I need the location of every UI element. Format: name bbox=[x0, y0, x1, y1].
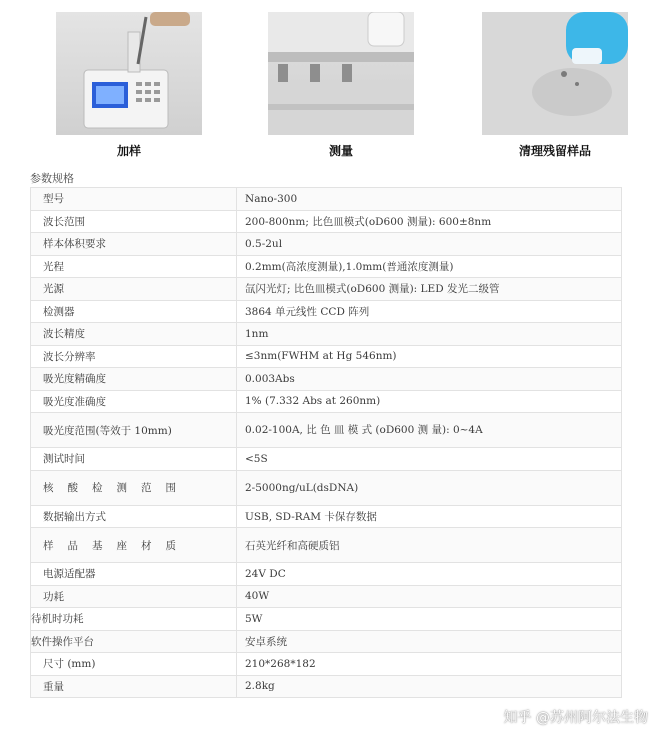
spec-value: <5S bbox=[237, 448, 622, 471]
table-row bbox=[31, 255, 622, 278]
spec-key: 吸光度精确度 bbox=[31, 368, 237, 391]
spec-key: 波长精度 bbox=[31, 323, 237, 346]
spec-value: 0.003Abs bbox=[237, 368, 622, 391]
table-row bbox=[31, 278, 622, 301]
spec-key: 测试时间 bbox=[31, 448, 237, 471]
spec-value: 200-800nm; 比色皿模式(oD600 测量): 600±8nm bbox=[237, 210, 622, 233]
spec-value: USB, SD-RAM 卡保存数据 bbox=[237, 505, 622, 528]
table-row bbox=[31, 608, 622, 631]
spec-key: 尺寸 (mm) bbox=[31, 653, 237, 676]
caption-measure: 测量 bbox=[328, 144, 353, 158]
section-title: 参数规格 bbox=[30, 172, 74, 185]
spec-key: 样本体积要求 bbox=[31, 233, 237, 256]
caption-clean-residue: 清理残留样品 bbox=[518, 144, 591, 158]
spec-value: 1nm bbox=[237, 323, 622, 346]
product-photos bbox=[0, 12, 666, 162]
spec-value: 0.02-100A, 比 色 皿 模 式 (oD600 测 量): 0~4A bbox=[237, 413, 622, 448]
spec-key: 数据输出方式 bbox=[31, 505, 237, 528]
spec-key: 型号 bbox=[31, 188, 237, 211]
photo-add-sample bbox=[56, 12, 202, 135]
table-row bbox=[31, 448, 622, 471]
table-row bbox=[31, 563, 622, 586]
table-row bbox=[31, 528, 622, 563]
watermark: 知乎 @苏州阿尔法生物 bbox=[503, 710, 648, 726]
table-row bbox=[31, 345, 622, 368]
table-row bbox=[31, 188, 622, 211]
spec-key: 光源 bbox=[31, 278, 237, 301]
spec-key: 重量 bbox=[31, 675, 237, 698]
spec-key: 待机时功耗 bbox=[31, 608, 237, 631]
spec-value: 210*268*182 bbox=[237, 653, 622, 676]
table-row bbox=[31, 300, 622, 323]
spec-key: 检测器 bbox=[31, 300, 237, 323]
spec-value: 5W bbox=[237, 608, 622, 631]
table-row bbox=[31, 470, 622, 505]
instrument-loading-illustration bbox=[56, 12, 202, 135]
table-row bbox=[31, 630, 622, 653]
cleaning-illustration bbox=[482, 12, 628, 135]
spec-key: 吸光度范围(等效于 10mm) bbox=[31, 413, 237, 448]
spec-value: 1% (7.332 Abs at 260nm) bbox=[237, 390, 622, 413]
spec-value: 安卓系统 bbox=[237, 630, 622, 653]
photo-measure bbox=[268, 12, 414, 135]
table-row bbox=[31, 413, 622, 448]
spec-value: ≤3nm(FWHM at Hg 546nm) bbox=[237, 345, 622, 368]
spec-value: 2.8kg bbox=[237, 675, 622, 698]
table-row bbox=[31, 505, 622, 528]
spec-key: 核酸检测范围 bbox=[31, 470, 237, 505]
photo-clean-residue bbox=[482, 12, 628, 135]
table-row bbox=[31, 323, 622, 346]
spec-key: 波长范围 bbox=[31, 210, 237, 233]
table-row bbox=[31, 585, 622, 608]
pedestal-closeup-illustration bbox=[268, 12, 414, 135]
spec-value: Nano-300 bbox=[237, 188, 622, 211]
spec-value: 40W bbox=[237, 585, 622, 608]
table-row bbox=[31, 653, 622, 676]
table-row bbox=[31, 390, 622, 413]
table-row bbox=[31, 210, 622, 233]
spec-key: 波长分辨率 bbox=[31, 345, 237, 368]
spec-value: 0.2mm(高浓度测量),1.0mm(普通浓度测量) bbox=[237, 255, 622, 278]
spec-value: 石英光纤和高硬质铝 bbox=[237, 528, 622, 563]
spec-key: 软件操作平台 bbox=[31, 630, 237, 653]
spec-value: 氙闪光灯; 比色皿模式(oD600 测量): LED 发光二级管 bbox=[237, 278, 622, 301]
table-row bbox=[31, 233, 622, 256]
spec-key: 吸光度准确度 bbox=[31, 390, 237, 413]
spec-key: 功耗 bbox=[31, 585, 237, 608]
caption-add-sample: 加样 bbox=[116, 144, 141, 158]
spec-value: 3864 单元线性 CCD 阵列 bbox=[237, 300, 622, 323]
table-row bbox=[31, 368, 622, 391]
spec-table bbox=[30, 187, 622, 698]
spec-key: 样品基座材质 bbox=[31, 528, 237, 563]
spec-key: 光程 bbox=[31, 255, 237, 278]
spec-value: 24V DC bbox=[237, 563, 622, 586]
table-row bbox=[31, 675, 622, 698]
spec-value: 0.5-2ul bbox=[237, 233, 622, 256]
spec-value: 2-5000ng/uL(dsDNA) bbox=[237, 470, 622, 505]
spec-key: 电源适配器 bbox=[31, 563, 237, 586]
